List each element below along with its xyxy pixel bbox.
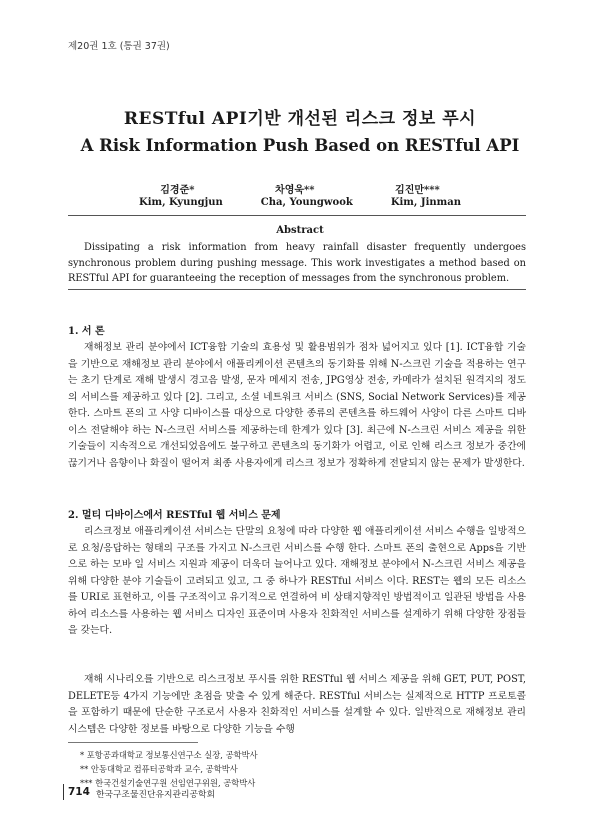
authors-korean <box>120 181 480 196</box>
author-korean-name: 김경준* <box>160 185 195 196</box>
english-title: A Risk Information Push Based on RESTful API <box>80 136 520 155</box>
footnotes <box>80 748 258 790</box>
abstract-bottom-rule <box>68 289 526 290</box>
page-number: 714 <box>68 786 90 798</box>
footnote-rule <box>68 742 198 743</box>
author-english-name: Cha, Youngwook <box>260 197 353 208</box>
authors-english <box>120 197 480 208</box>
abstract-text: Dissipating a risk information from heavy rainfall disaster frequently undergoes synchronous problem during pushing message. This work investigates a method based on RESTful API for guaranteeing the reception of messages from the synchronous problem. <box>68 242 526 284</box>
author-korean-name: 차영욱** <box>275 185 315 196</box>
section-heading-introduction: 1. 서 론 <box>68 326 105 337</box>
introduction-paragraph: 재해정보 관리 분야에서 ICT융합 기술의 효용성 및 활용범위가 점차 넓어지고 있다 [1]. ICT융합 기술을 기반으로 재해정보 관리 분야에서 애플리케이션 콘텐츠의 동기화를 위해 N-스크린 기술을 적용하는 연구는 초기 단계로 재해 발생시 경고음 발생, 문자 메세지 전송, JPG영상 전송, 카메라가 설치된 원격지의 정도의 서비스를 제공하고 있다 [2]. 그리고, 소셜 네트워크 서비스 (SNS, Social Network Services)를 제공한다. 스마트 폰의 고 사양 디바이스를 대상으로 다양한 종류의 콘텐츠를 하드웨어 사양이 다른 스마트 디바이스 전달해야 하는 N-스크린 서비스를 제공하는데 한계가 있다 [3]. 최근에 N-스크린 서비스 제공을 위한 기술들이 지속적으로 개선되었음에도 불구하고 콘텐츠의 동기화가 어렵고, 이로 인해 리스크 정보가 중간에 끊기거나 음향이나 화질이 떨어져 최종 사용자에게 리스크 정보가 정확하게 전달되지 않는 문제가 발생한다. <box>68 342 526 469</box>
author-english-name: Kim, Kyungjun <box>139 197 223 208</box>
section-heading-restful-problem: 2. 멀티 디바이스에서 RESTful 웹 서비스 문제 <box>68 510 281 521</box>
footnote: ** 안동대학교 컴퓨터공학과 교수, 공학박사 <box>80 764 238 774</box>
footnote: * 포항공과대학교 정보통신연구소 실장, 공학박사 <box>80 750 258 760</box>
journal-name: 한국구조물진단유지관리공학회 <box>96 790 215 800</box>
abstract-top-rule <box>68 215 526 216</box>
page-number-bar <box>63 784 64 800</box>
section2-paragraph-2: 재해 시나리오를 기반으로 리스크정보 푸시를 위한 RESTful 웹 서비스 제공을 위해 GET, PUT, POST, DELETE등 4가지 기능에만 초점을 맞출 수 있게 해준다. RESTful 서비스는 실제적으로 HTTP 프로토콜을 포함하기 때문에 단순한 구조로서 사용자 친화적인 서비스를 설계할 수 있다. 일반적으로 재해정보 관리 시스템은 다양한 정보를 바탕으로 다양한 기능을 수행 <box>68 674 526 735</box>
author-english-name: Kim, Jinman <box>390 197 461 208</box>
footnote: *** 한국건설기술연구원 선임연구위원, 공학박사 <box>80 778 256 788</box>
abstract-heading: Abstract <box>276 225 324 236</box>
author-korean-name: 김진만*** <box>395 185 440 196</box>
issue-info: 제20권 1호 (통권 37권) <box>68 41 170 52</box>
section2-paragraph-1: 리스크정보 애플리케이션 서비스는 단말의 요청에 따라 다양한 웹 애플리케이션 서비스 수행을 일방적으로 요청/응답하는 형태의 구조를 가지고 N-스크린 서비스를 수행 한다. 스마트 폰의 출현으로 Apps을 기반으로 하는 모바 일 서비스 지원과 제공이 더욱더 늘어나고 있다. 재해정보 분야에서 N-스크린 서비스 제공을 위해 다양한 분야 기술들이 고려되고 있고, 그 중 하나가 RESTful 서비스 이다. REST는 웹의 모든 리소스를 URI로 표현하고, 이를 구조적이고 유기적으로 연결하여 비 상태지향적인 방법적이고 일관된 방법을 사용하여 리소스를 사용하는 웹 서비스 디자인 표준이며 사용자 친화적인 서비스를 설계하기 위해 다양한 장점들을 갖는다. <box>68 526 526 636</box>
korean-title: RESTful API기반 개선된 리스크 정보 푸시 <box>123 109 477 129</box>
